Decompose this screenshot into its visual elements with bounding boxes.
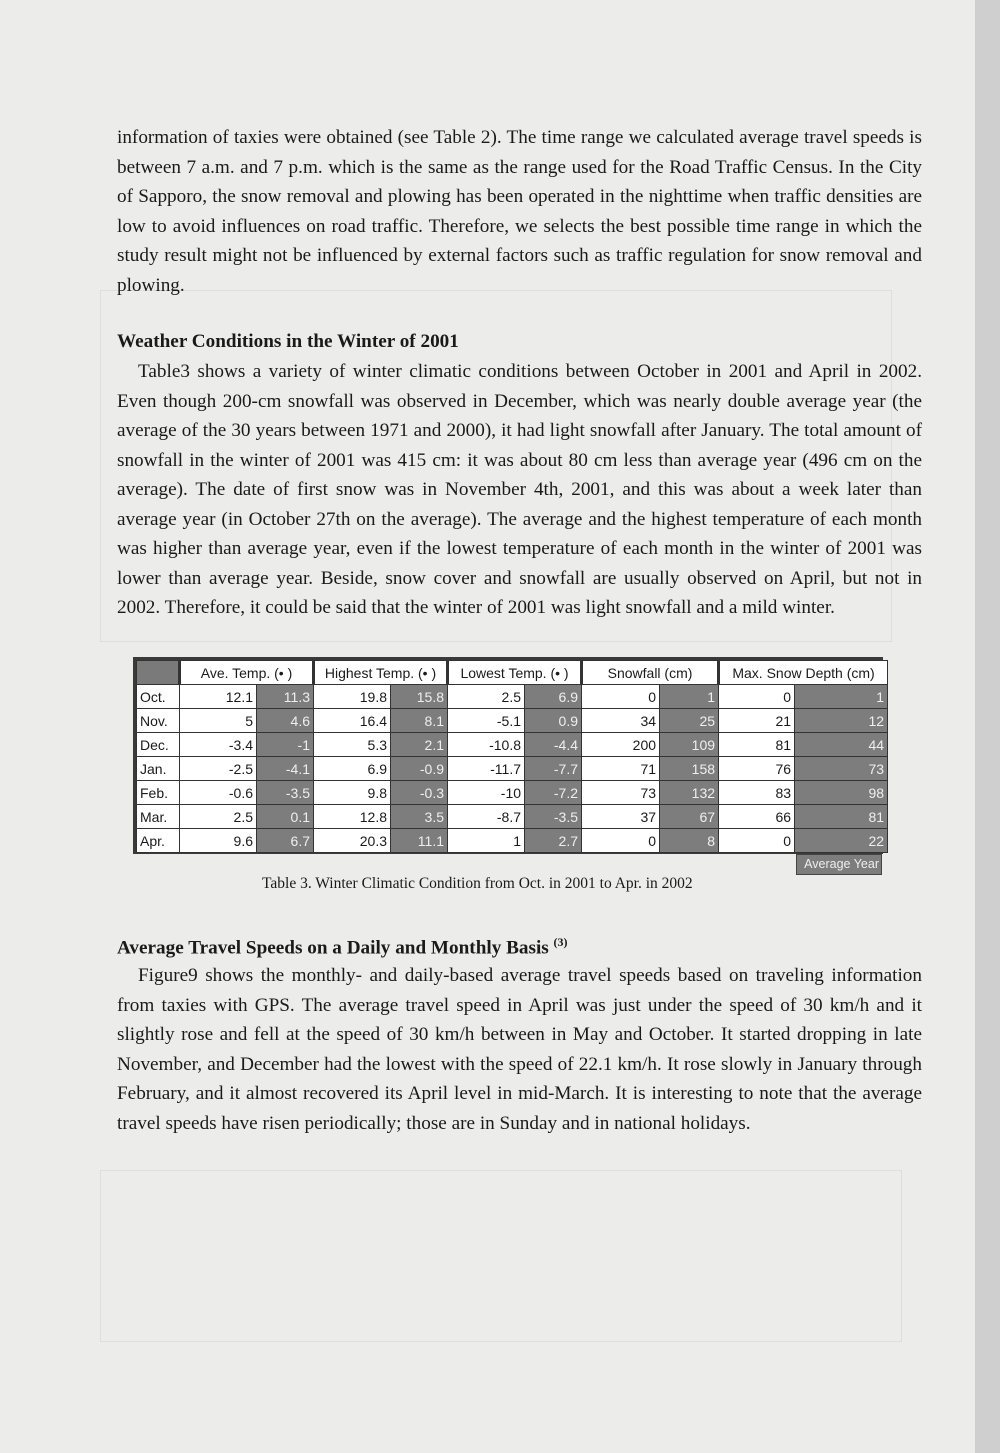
depth-average-year-cell: 73 [795,757,888,781]
ave-value-cell: -2.5 [180,757,257,781]
ave-value-cell: 12.1 [180,685,257,709]
low-value-cell: 1 [448,829,525,853]
month-cell: Dec. [137,733,180,757]
ave-value-cell: -0.6 [180,781,257,805]
depth-value-cell: 21 [719,709,795,733]
speeds-heading: Average Travel Speeds on a Daily and Monthly Basis $^{(3)}$ [117,935,568,959]
intro-paragraph: information of taxies were obtained (see Table 2). The time range we calculated average travel speeds is between 7 a.m. and 7 p.m. which is the same as the range used for the Road Traffic Census. In the City of Sapporo, the snow removal and plowing has been operated in the nighttime when traffic densities are low to avoid influences on road traffic. Therefore, we selects the best possible time range in which the study result might not be influenced by external factors such as traffic regulation for snow removal and plowing. [117,127,922,296]
depth-value-cell: 0 [719,829,795,853]
ave-value-cell: 2.5 [180,805,257,829]
snow-average-year-cell: 8 [660,829,719,853]
ave-value-cell: -3.4 [180,733,257,757]
depth-average-year-cell: 81 [795,805,888,829]
page-edge [975,0,1000,1453]
month-cell: Nov. [137,709,180,733]
table-row [137,685,888,709]
snow-value-cell: 73 [582,781,660,805]
depth-average-year-cell: 22 [795,829,888,853]
header-highest-temp: Highest Temp. (• ) [314,661,448,685]
ave-average-year-cell: 11.3 [257,685,314,709]
high-average-year-cell: 3.5 [391,805,448,829]
depth-average-year-cell: 44 [795,733,888,757]
low-average-year-cell: -3.5 [525,805,582,829]
depth-average-year-cell: 98 [795,781,888,805]
ave-average-year-cell: 0.1 [257,805,314,829]
snow-value-cell: 200 [582,733,660,757]
depth-value-cell: 76 [719,757,795,781]
month-cell: Feb. [137,781,180,805]
high-average-year-cell: 15.8 [391,685,448,709]
high-value-cell: 6.9 [314,757,391,781]
table-row [137,757,888,781]
weather-paragraph: Table3 shows a variety of winter climatic conditions between October in 2001 and April in 2002. Even though 200-cm snowfall was observed in December, which was nearly double average year (the average of the 30 years between 1971 and 2000), it had light snowfall after January. The total amount of snowfall in the winter of 2001 was 415 cm: it was about 80 cm less than average year (496 cm on the average). The date of first snow was in November 4th, 2001, and this was about a week later than average year (in October 27th on the average). The average and the highest temperature of each month was higher than average year, even if the lowest temperature of each month in the winter of 2001 was lower than average year. Beside, snow cover and snowfall are usually observed on April, but not in 2002. Therefore, it could be said that the winter of 2001 was light snowfall and a mild winter. [117,361,922,618]
low-value-cell: 2.5 [448,685,525,709]
depth-value-cell: 66 [719,805,795,829]
high-average-year-cell: -0.3 [391,781,448,805]
high-value-cell: 19.8 [314,685,391,709]
table-row [137,805,888,829]
depth-value-cell: 0 [719,685,795,709]
table-row [137,781,888,805]
high-average-year-cell: 11.1 [391,829,448,853]
low-average-year-cell: 6.9 [525,685,582,709]
low-average-year-cell: -7.7 [525,757,582,781]
snow-average-year-cell: 158 [660,757,719,781]
month-cell: Oct. [137,685,180,709]
high-value-cell: 12.8 [314,805,391,829]
high-average-year-cell: 8.1 [391,709,448,733]
high-value-cell: 16.4 [314,709,391,733]
low-average-year-cell: 2.7 [525,829,582,853]
low-value-cell: -8.7 [448,805,525,829]
month-cell: Apr. [137,829,180,853]
high-average-year-cell: -0.9 [391,757,448,781]
table-row [137,709,888,733]
low-value-cell: -10 [448,781,525,805]
snow-value-cell: 71 [582,757,660,781]
ave-average-year-cell: 6.7 [257,829,314,853]
low-average-year-cell: -4.4 [525,733,582,757]
low-value-cell: -5.1 [448,709,525,733]
snow-value-cell: 0 [582,829,660,853]
high-value-cell: 5.3 [314,733,391,757]
header-snowfall: Snowfall (cm) [582,661,719,685]
month-cell: Jan. [137,757,180,781]
snow-average-year-cell: 109 [660,733,719,757]
table-corner [137,661,180,685]
high-value-cell: 20.3 [314,829,391,853]
speeds-paragraph: Figure9 shows the monthly- and daily-based average travel speeds based on traveling information from taxies with GPS. The average travel speed in April was just under the speed of 30 km/h and it slightly rose and fell at the speed of 30 km/h between in May and October. It started dropping in late November, and December had the lowest with the speed of 22.1 km/h. It rose slowly in January through February, and it almost recovered its April level in mid-March. It is interesting to note that the average travel speeds have risen periodically; those are in Sunday and in national holidays. [117,965,922,1134]
climate-table [133,657,883,854]
snow-average-year-cell: 25 [660,709,719,733]
ave-value-cell: 9.6 [180,829,257,853]
depth-average-year-cell: 1 [795,685,888,709]
depth-value-cell: 81 [719,733,795,757]
ave-average-year-cell: -3.5 [257,781,314,805]
weather-heading: Weather Conditions in the Winter of 2001 [117,331,459,352]
low-value-cell: -10.8 [448,733,525,757]
depth-average-year-cell: 12 [795,709,888,733]
low-average-year-cell: -7.2 [525,781,582,805]
low-average-year-cell: 0.9 [525,709,582,733]
ave-average-year-cell: -1 [257,733,314,757]
ave-value-cell: 5 [180,709,257,733]
snow-average-year-cell: 67 [660,805,719,829]
ave-average-year-cell: -4.1 [257,757,314,781]
header-snow-depth: Max. Snow Depth (cm) [719,661,888,685]
month-cell: Mar. [137,805,180,829]
table-caption: Table 3. Winter Climatic Condition from Oct. in 2001 to Apr. in 2002 [262,875,693,892]
depth-value-cell: 83 [719,781,795,805]
snow-average-year-cell: 132 [660,781,719,805]
header-lowest-temp: Lowest Temp. (• ) [448,661,582,685]
snow-value-cell: 0 [582,685,660,709]
reference-marker: (3) [553,935,568,949]
header-ave-temp: Ave. Temp. (• ) [180,661,314,685]
table-row [137,733,888,757]
ave-average-year-cell: 4.6 [257,709,314,733]
high-average-year-cell: 2.1 [391,733,448,757]
snow-average-year-cell: 1 [660,685,719,709]
average-year-legend: Average Year [796,854,882,875]
high-value-cell: 9.8 [314,781,391,805]
table-row [137,829,888,853]
snow-value-cell: 34 [582,709,660,733]
snow-value-cell: 37 [582,805,660,829]
low-value-cell: -11.7 [448,757,525,781]
